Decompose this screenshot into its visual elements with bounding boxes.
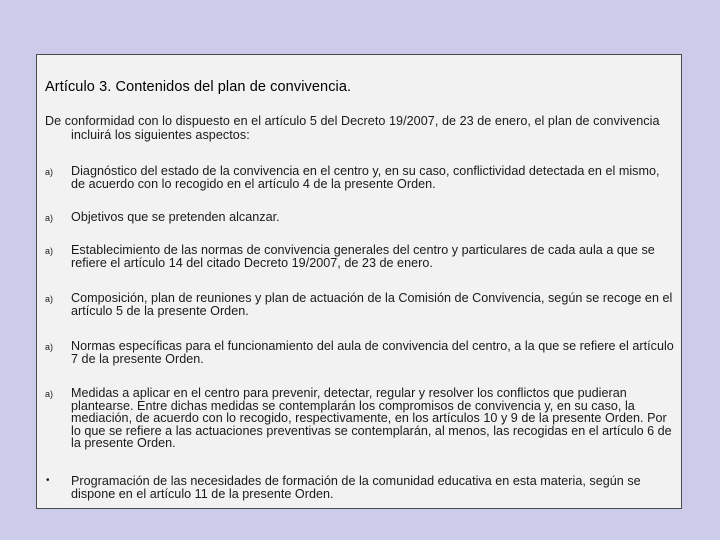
list-item (45, 340, 675, 365)
list-item (45, 165, 675, 190)
list-item-text: Normas específicas para el funcionamiento del aula de convivencia del centro, a la que se refiere el artículo 7 de la presente Orden. (71, 339, 674, 366)
document-panel (36, 54, 682, 509)
list-marker: a) (45, 389, 54, 399)
intro-paragraph: De conformidad con lo dispuesto en el artículo 5 del Decreto 19/2007, de 23 de enero, el plan de convivencia incluirá los siguientes aspectos: (45, 114, 660, 142)
list-item-text: Composición, plan de reuniones y plan de actuación de la Comisión de Convivencia, según se recoge en el artículo 5 de la presente Orden. (71, 291, 673, 318)
list-item-text: Establecimiento de las normas de convivencia generales del centro y particulares de cada aula a que se refiere el artículo 14 del citado Decreto 19/2007, de 23 de enero. (71, 243, 655, 270)
list-marker: a) (45, 167, 54, 177)
bullet-marker: • (46, 475, 50, 486)
list-item (45, 244, 675, 269)
article-title: Artículo 3. Contenidos del plan de convivencia. (45, 79, 352, 95)
list-item-text: Medidas a aplicar en el centro para prevenir, detectar, regular y resolver los conflictos que pudieran plantearse. Entre dichas medidas se contemplarán los compromisos de convivencia y, en su caso, la mediación, de acuerdo con lo recogido, respectivamente, en los artículos 10 y 9 de la presente Orden. Por lo que se refiere a las actuaciones preventivas se contemplarán, al menos, las recogidas en el artículo 6 de la presente Orden. (71, 386, 672, 451)
list-item (45, 292, 675, 317)
list-item (45, 475, 675, 500)
list-item (45, 211, 675, 224)
list-item-text: Programación de las necesidades de formación de la comunidad educativa en esta materia, según se dispone en el artículo 11 de la presente Orden. (71, 474, 641, 501)
list-marker: a) (45, 213, 54, 223)
list-item (45, 387, 675, 450)
list-marker: a) (45, 246, 54, 256)
list-marker: a) (45, 294, 54, 304)
list-item-text: Diagnóstico del estado de la convivencia en el centro y, en su caso, conflictividad detectada en el mismo, de acuerdo con lo recogido en el artículo 4 de la presente Orden. (71, 164, 660, 191)
list-item-text: Objetivos que se pretenden alcanzar. (71, 210, 280, 224)
list-marker: a) (45, 342, 54, 352)
